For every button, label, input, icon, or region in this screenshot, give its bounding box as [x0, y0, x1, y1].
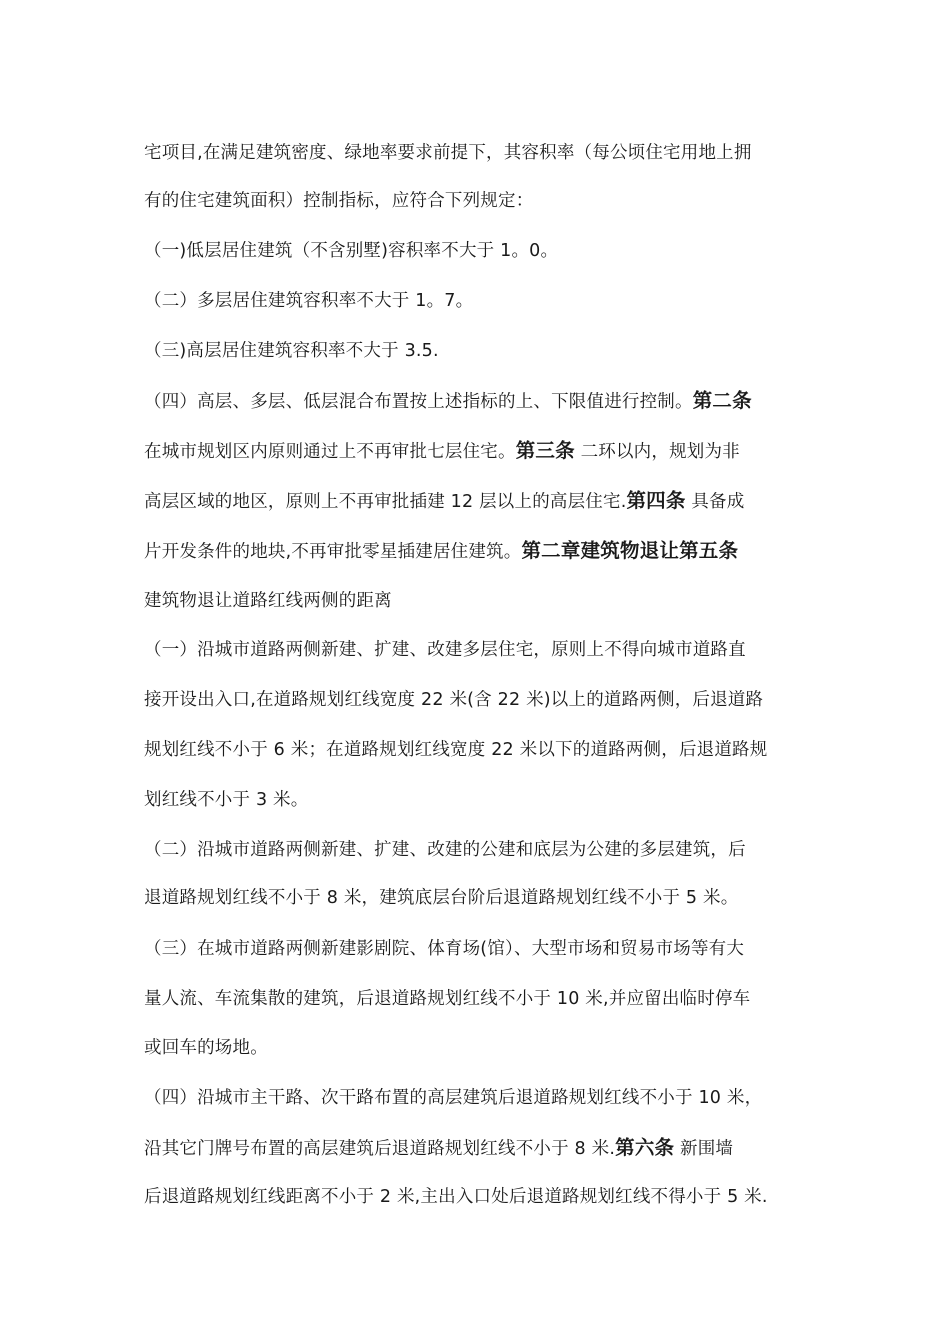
- text-line: [144, 1136, 733, 1161]
- clause-item: [144, 937, 744, 961]
- text-segment: 退道路规划红线不小于 8 米，建筑底层台阶后退道路规划红线不小于 5 米。: [144, 888, 739, 908]
- text-segment: （一）沿城市道路两侧新建、扩建、改建多层住宅，原则上不得向城市道路直: [144, 640, 746, 660]
- text-segment: 沿其它门牌号布置的高层建筑后退道路规划红线不小于 8 米.: [144, 1139, 616, 1159]
- clause-item: [144, 239, 558, 263]
- text-segment: （四）沿城市主干路、次干路布置的高层建筑后退道路规划红线不小于 10 米，: [144, 1088, 763, 1108]
- text-line: [144, 788, 308, 812]
- text-segment: （二）沿城市道路两侧新建、扩建、改建的公建和底层为公建的多层建筑，后: [144, 840, 746, 860]
- text-line: [144, 886, 738, 910]
- text-line: [144, 1185, 768, 1209]
- text-segment: 宅项目,在满足建筑密度、绿地率要求前提下，其容积率（每公顷住宅用地上拥: [144, 143, 752, 163]
- text-segment: （三)高层居住建筑容积率不大于 3.5.: [144, 341, 439, 361]
- text-segment: 规划红线不小于 6 米；在道路规划红线宽度 22 米以下的道路两侧，后退道路规: [144, 740, 768, 760]
- clause-item: [144, 638, 746, 662]
- text-segment: 具备成: [685, 492, 745, 512]
- text-segment: 后退道路规划红线距离不小于 2 米,主出入口处后退道路规划红线不得小于 5 米.: [144, 1187, 768, 1207]
- text-line: [144, 1036, 268, 1060]
- text-segment: 新围墙: [674, 1139, 734, 1159]
- text-segment: 高层区域的地区，原则上不再审批插建 12 层以上的高层住宅.: [144, 492, 627, 512]
- text-line: [144, 189, 533, 213]
- text-segment: （一)低层居住建筑（不含别墅)容积率不大于 1。0。: [144, 241, 559, 261]
- text-segment: （二）多层居住建筑容积率不大于 1。7。: [144, 291, 474, 311]
- text-line: [144, 987, 750, 1011]
- text-segment: 有的住宅建筑面积）控制指标，应符合下列规定：: [144, 191, 534, 211]
- text-segment: 在城市规划区内原则通过上不再审批七层住宅。: [144, 442, 516, 462]
- text-segment: 接开设出入口,在道路规划红线宽度 22 米(含 22 米)以上的道路两侧，后退道路: [144, 690, 764, 710]
- text-segment: 或回车的场地。: [144, 1038, 268, 1058]
- text-segment: （四）高层、多层、低层混合布置按上述指标的上、下限值进行控制。: [144, 392, 693, 412]
- article-heading: 第二条: [692, 389, 752, 412]
- clause-item: [144, 289, 473, 313]
- article-heading: 第四条: [626, 489, 686, 512]
- text-segment: 量人流、车流集散的建筑，后退道路规划红线不小于 10 米,并应留出临时停车: [144, 989, 751, 1009]
- clause-item: [144, 838, 746, 862]
- text-segment: 二环以内，规划为非: [574, 442, 740, 462]
- text-line: [144, 489, 744, 514]
- article-heading: 第六条: [615, 1136, 675, 1159]
- text-line: [144, 589, 392, 613]
- clause-item: [144, 1086, 762, 1110]
- clause-item: [144, 389, 752, 414]
- text-segment: （三）在城市道路两侧新建影剧院、体育场(馆）、大型市场和贸易市场等有大: [144, 939, 745, 959]
- text-line: [144, 738, 767, 762]
- chapter-heading: 第二章建筑物退让第五条: [521, 539, 739, 562]
- text-line: [144, 688, 763, 712]
- text-segment: 划红线不小于 3 米。: [144, 790, 309, 810]
- article-heading: 第三条: [515, 439, 575, 462]
- text-segment: 建筑物退让道路红线两侧的距离: [144, 591, 392, 611]
- text-segment: 片开发条件的地块,不再审批零星插建居住建筑。: [144, 542, 522, 562]
- text-line: [144, 141, 752, 165]
- text-line: [144, 439, 740, 464]
- clause-item: [144, 339, 439, 363]
- text-line: [144, 539, 738, 564]
